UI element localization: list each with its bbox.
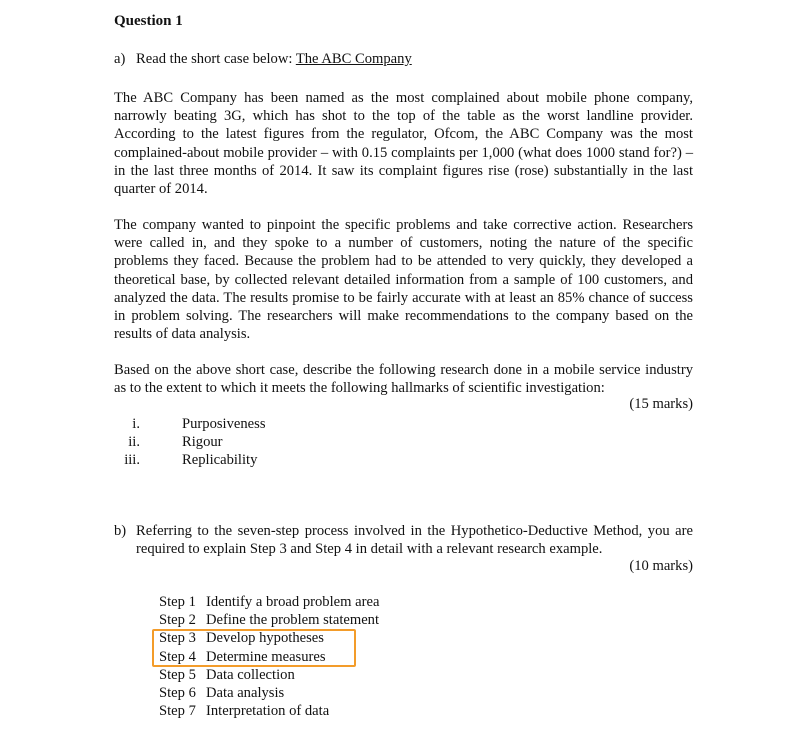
step-number: Step 2 [159, 612, 196, 629]
hallmarks-list [110, 415, 310, 469]
step-text: Identify a broad problem area [206, 594, 380, 610]
case-title: The ABC Company [295, 51, 412, 67]
list-item [159, 702, 379, 720]
part-b-question [114, 522, 693, 558]
step-number: Step 5 [159, 666, 196, 683]
part-b-text: Referring to the seven-step process involved in the Hypothetico-Deductive Method, you are required to explain Step 3 and Step 4 in detail with a relevant research example. [136, 523, 693, 558]
list-item-text: Replicability [182, 452, 258, 468]
part-b-label: b) [114, 523, 127, 539]
step-number: Step 6 [159, 684, 196, 701]
part-a-heading [114, 51, 412, 68]
step-text: Data collection [206, 666, 295, 683]
step-text: Define the problem statement [206, 612, 380, 629]
steps-highlight-box [152, 629, 356, 667]
step-number: Step 3 [159, 630, 196, 647]
part-a-marks: (15 marks) [629, 396, 693, 412]
list-item-number: i. [132, 416, 140, 432]
list-item [110, 451, 310, 469]
step-text: Determine measures [206, 648, 326, 665]
list-item-number: ii. [128, 434, 140, 450]
question-instruction: Based on the above short case, describe the following research done in a mobile service industry as to the extent to which it meets the following hallmarks of scientific investigation: [114, 362, 693, 397]
case-paragraph-1: The ABC Company has been named as the most complained about mobile phone company, narrowly beating 3G, which has shot to the top of the table as the worst landline provider. According to the latest figures from the regulator, Ofcom, the ABC Company was the most complained-about mobile provider – with 0.15 complaints per 1,000 (what does 1000 stand for?) – in the last three months of 2014. It saw its complaint figures rise (rose) substantially in the last quarter of 2014. [114, 90, 693, 198]
list-item [159, 684, 379, 702]
list-item [159, 593, 379, 611]
part-b-marks: (10 marks) [629, 558, 693, 574]
part-a-label: a) [114, 51, 126, 67]
list-item [159, 666, 379, 684]
step-text: Interpretation of data [206, 703, 330, 720]
step-text: Data analysis [206, 684, 285, 701]
case-paragraph-2: The company wanted to pinpoint the specific problems and take corrective action. Researchers were called in, and they spoke to a number of customers, noting the nature of the specific problems they faced. Because the problem had to be attended to very quickly, they developed a theoretical base, by collected relevant detailed information from a sample of 100 customers, and analyzed the data. The results promise to be fairly accurate with at least an 85% chance of success in problem solving. The researchers will make recommendations to the company based on the results of data analysis. [114, 217, 693, 343]
step-number: Step 7 [159, 703, 196, 720]
question-title: Question 1 [114, 13, 183, 29]
list-item [110, 415, 310, 433]
step-text: Develop hypotheses [206, 630, 324, 647]
part-a-intro: Read the short case below: [136, 51, 296, 67]
list-item-text: Rigour [182, 434, 223, 450]
list-item [159, 611, 379, 629]
list-item-text: Purposiveness [182, 416, 266, 432]
step-number: Step 4 [159, 648, 196, 665]
list-item [110, 433, 310, 451]
list-item-number: iii. [124, 452, 140, 468]
step-number: Step 1 [159, 594, 196, 610]
